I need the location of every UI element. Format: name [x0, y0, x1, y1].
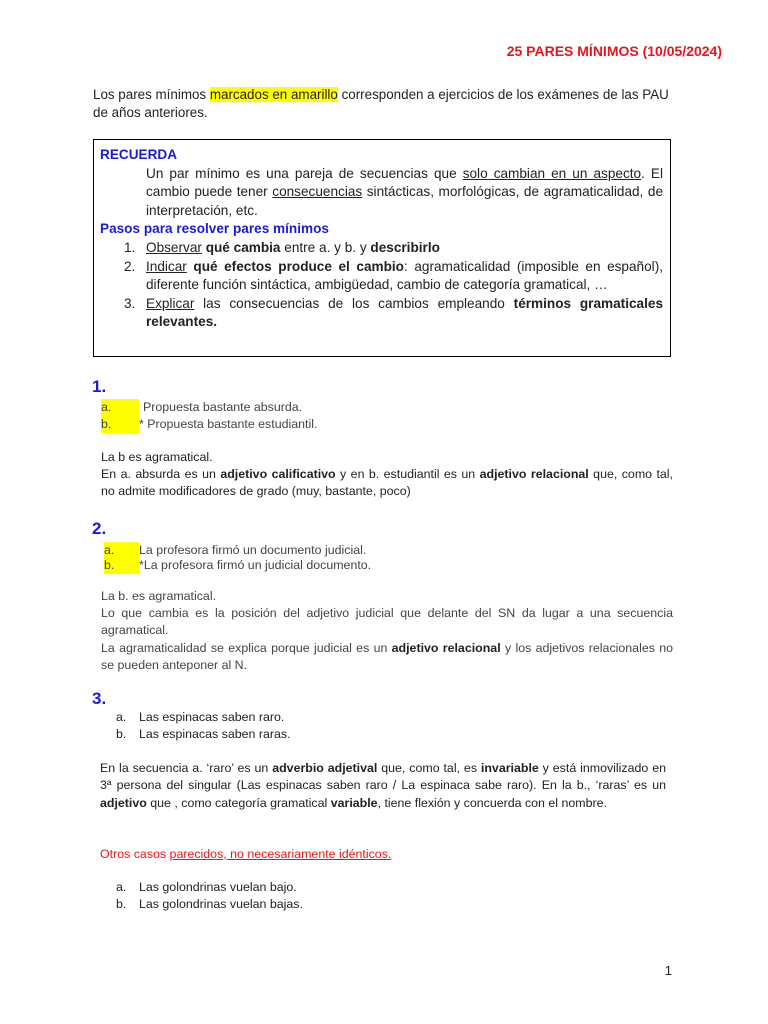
text: que, como tal, no admite modificadores de grado (muy, bastante, poco): [101, 467, 673, 499]
text: En a. absurda es un: [101, 467, 221, 481]
section-3-pair-d: [116, 896, 303, 913]
pair-text: Las golondrinas vuelan bajas.: [139, 897, 303, 911]
pair-text: Las golondrinas vuelan bajo.: [139, 880, 297, 894]
pair-label: a.: [101, 399, 139, 416]
step-item: [100, 295, 663, 332]
text: Otros casos: [100, 847, 170, 861]
text: y en b. estudiantil es un: [335, 467, 480, 481]
recuerda-definition: [146, 165, 663, 221]
def-text-3: sintácticas, morfológicas, de agramaticalidad, de interpretación, etc.: [146, 184, 664, 218]
step-number: 1.: [124, 239, 136, 255]
bold-term: adjetivo relacional: [479, 467, 589, 481]
step-bold-1: qué efectos produce el cambio: [193, 258, 404, 274]
def-text-1: Un par mínimo es una pareja de secuencias que: [146, 165, 463, 181]
steps-heading: Pasos para resolver pares mínimos: [100, 221, 329, 237]
pair-text: * Propuesta bastante estudiantil.: [139, 417, 318, 431]
step-text-1: : agramaticalidad (imposible en español), diferente función sintáctica, ambigüedad, cambio de categoría gramatical, …: [146, 258, 663, 293]
pair-text: Las espinacas saben raras.: [139, 727, 291, 741]
pair-label: b.: [104, 557, 139, 574]
intro-text-before: Los pares mínimos: [93, 87, 210, 102]
pair-text: Las espinacas saben raro.: [139, 710, 285, 724]
pair-label: b.: [101, 416, 139, 433]
pair-text: *La profesora firmó un judicial documento.: [139, 558, 372, 572]
page-number: 1: [664, 963, 672, 978]
text: que, como tal, es: [377, 761, 481, 775]
recuerda-box: [93, 139, 671, 357]
bold-term: adjetivo relacional: [391, 641, 501, 655]
step-text-1: las consecuencias de los cambios empleando: [194, 295, 514, 311]
section-3-pair-a: [116, 709, 284, 726]
steps-list: [100, 239, 663, 332]
intro-highlight: marcados en amarillo: [209, 87, 338, 102]
pair-label: b.: [116, 727, 127, 741]
pair-label: b.: [116, 897, 127, 911]
section-3-paragraph-1: [100, 760, 666, 812]
pair-label: a.: [116, 710, 127, 724]
step-number: 3.: [124, 295, 136, 311]
bold-term: adjetivo calificativo: [220, 467, 336, 481]
text: y está inmovilizado en 3ª persona del singular (Las espinacas saben raro / La espinaca sabe raro). En la b., ‘raras’ es un: [100, 761, 666, 793]
step-item: [100, 239, 663, 258]
section-2-paragraph-1: La b. es agramatical.: [101, 589, 217, 603]
bold-term: adverbio adjetival: [272, 761, 378, 775]
other-cases-note: [100, 846, 672, 863]
text: , tiene flexión y concuerda con el nombre.: [377, 795, 607, 810]
pair-label: a.: [104, 542, 139, 559]
step-bold-1: qué cambia: [205, 239, 281, 255]
pair-label: a.: [116, 880, 127, 894]
step-verb: Indicar: [146, 258, 187, 274]
def-underline-2: consecuencias: [272, 184, 363, 200]
section-1-paragraph-1: La b es agramatical.: [101, 450, 213, 464]
underlined-text: parecidos, no necesariamente idénticos.: [169, 847, 392, 861]
intro-text-after: corresponden a ejercicios de los exámenes de las PAU de años anteriores.: [93, 87, 669, 120]
section-2-paragraph-2: Lo que cambia es la posición del adjetivo judicial que delante del SN da lugar a una secuencia agramatical.: [101, 606, 673, 638]
section-1-number: 1.: [92, 377, 107, 396]
step-item: [100, 258, 663, 295]
section-1-pair-a: [101, 399, 302, 416]
def-text-2: . El cambio puede tener: [146, 165, 664, 200]
document-title: 25 PARES MÍNIMOS (10/05/2024): [506, 43, 722, 59]
section-2-pair-b: [104, 557, 371, 574]
step-bold-2: describirlo: [370, 239, 440, 255]
bold-term: variable: [330, 795, 378, 810]
text: En la secuencia a. ‘raro’ es un: [100, 761, 273, 775]
section-1-paragraph-2: [101, 466, 673, 501]
section-3-pair-c: [116, 879, 297, 896]
section-2-paragraph-3: [101, 640, 673, 675]
intro-paragraph: [93, 86, 673, 122]
section-2-number: 2.: [92, 519, 107, 538]
step-verb: Observar: [146, 239, 202, 255]
step-number: 2.: [124, 258, 136, 274]
section-1-pair-b: [101, 416, 317, 433]
text: y los adjetivos relacionales no se pueden anteponer al N.: [101, 641, 673, 673]
text: que , como categoría gramatical: [146, 795, 331, 810]
step-text-1: entre a. y b. y: [280, 239, 371, 255]
bold-term: adjetivo: [100, 795, 147, 810]
section-3-number: 3.: [92, 689, 107, 708]
def-underline-1: solo cambian en un aspecto: [462, 165, 642, 181]
step-bold-2: términos gramaticales relevantes.: [146, 295, 664, 330]
pair-text: Propuesta bastante absurda.: [143, 400, 303, 414]
recuerda-heading: RECUERDA: [100, 147, 178, 162]
section-3-pair-b: [116, 726, 291, 743]
pair-text: La profesora firmó un documento judicial.: [139, 543, 367, 557]
text: La agramaticalidad se explica porque judicial es un: [101, 641, 392, 655]
bold-term: invariable: [480, 761, 539, 775]
step-verb: Explicar: [146, 295, 195, 311]
